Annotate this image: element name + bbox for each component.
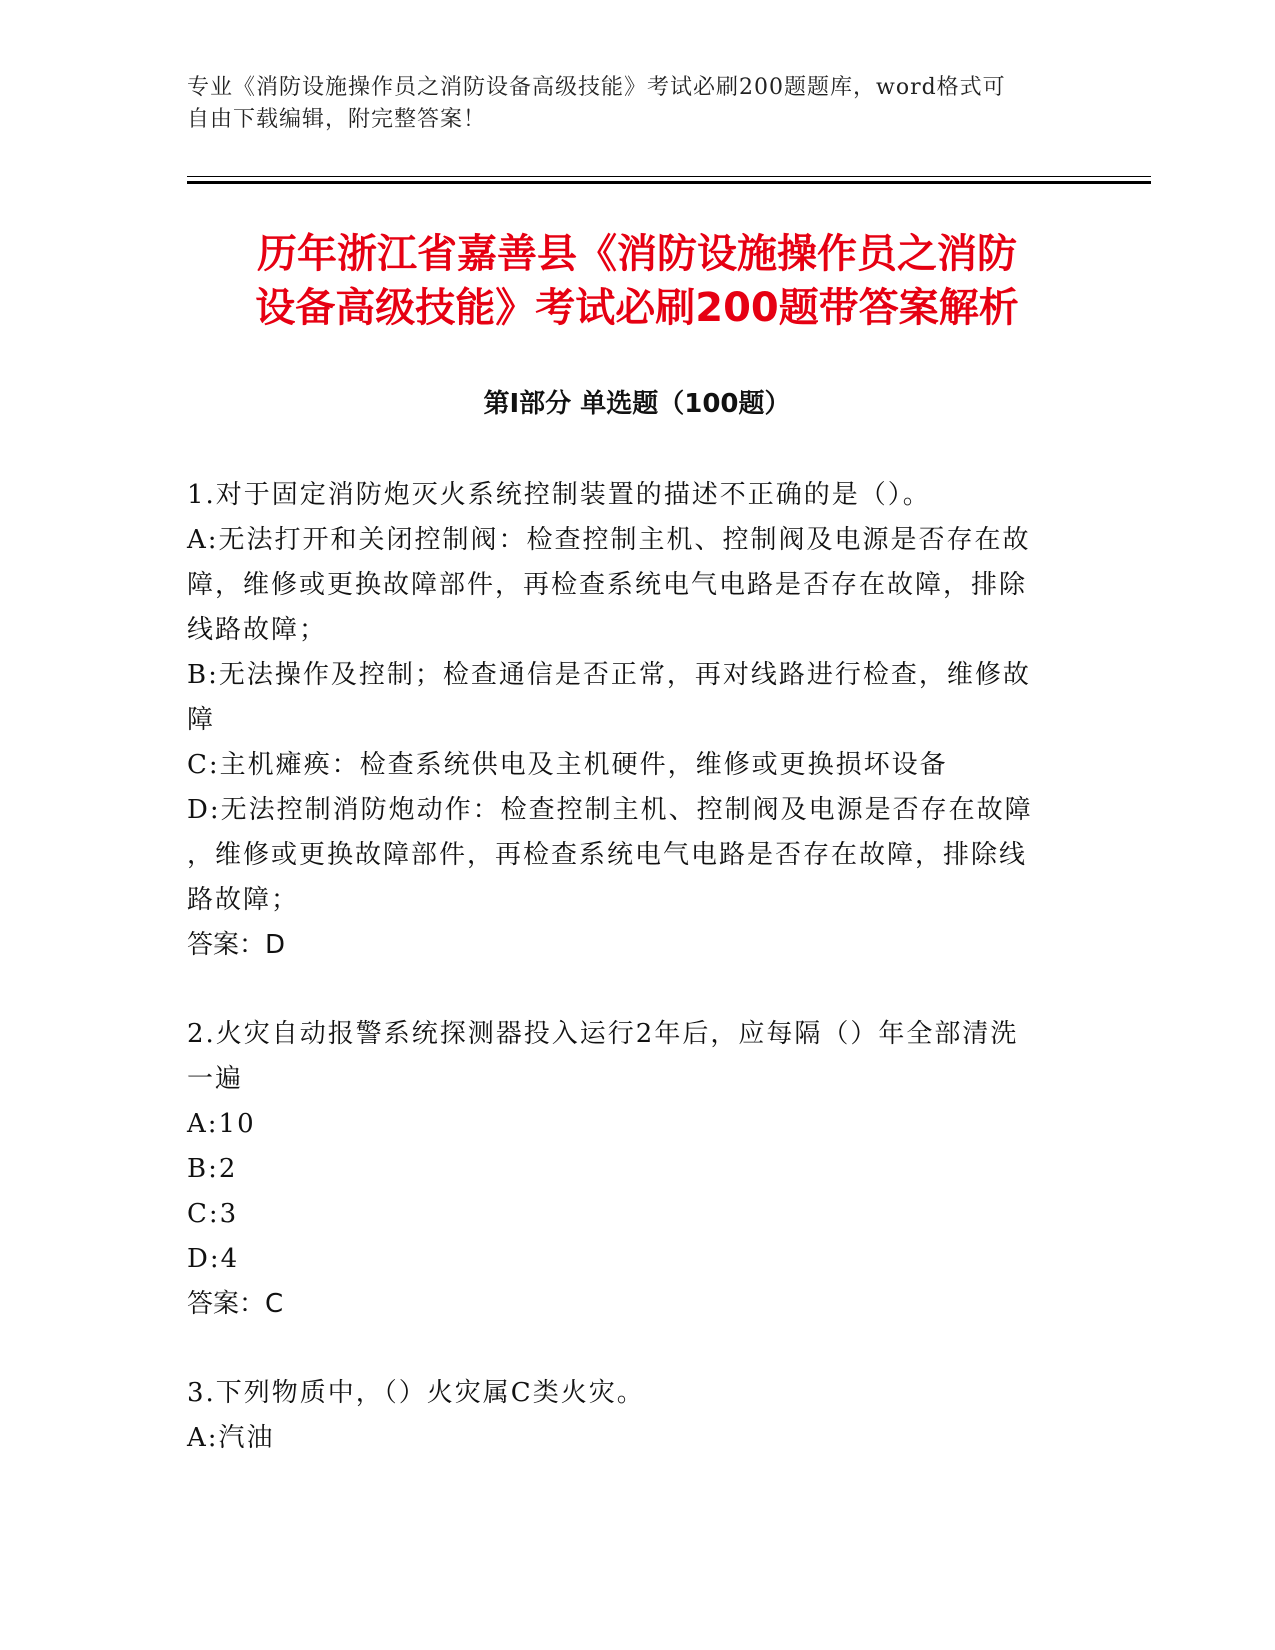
question-item bbox=[187, 473, 1067, 968]
option-a: A:无法打开和关闭控制阀：检查控制主机、控制阀及电源是否存在故 bbox=[187, 525, 1031, 555]
question-stem: 1.对于固定消防炮灭火系统控制装置的描述不正确的是（）。 bbox=[187, 480, 931, 510]
header-rule-thick bbox=[187, 181, 1151, 184]
option-d: D:4 bbox=[187, 1244, 240, 1274]
question-list bbox=[187, 473, 1067, 1505]
option-c: C:主机瘫痪：检查系统供电及主机硬件，维修或更换损坏设备 bbox=[187, 750, 948, 780]
option-a-continued: 障，维修或更换故障部件，再检查系统电气电路是否存在故障，排除 bbox=[187, 570, 1028, 600]
option-c: C:3 bbox=[187, 1199, 239, 1229]
document-title-line: 设备高级技能》考试必刷200题带答案解析 bbox=[255, 285, 1019, 331]
question-item bbox=[187, 1371, 1067, 1461]
option-b-continued: 障 bbox=[187, 705, 216, 735]
option-a: A:10 bbox=[187, 1109, 256, 1139]
option-a-continued: 线路故障； bbox=[187, 615, 328, 645]
question-stem: 3.下列物质中，（）火灾属C类火灾。 bbox=[187, 1378, 645, 1408]
option-b: B:无法操作及控制；检查通信是否正常，再对线路进行检查，维修故 bbox=[187, 660, 1031, 690]
option-b: B:2 bbox=[187, 1154, 238, 1184]
option-a: A:汽油 bbox=[187, 1423, 275, 1453]
question-stem: 2.火灾自动报警系统探测器投入运行2年后，应每隔（）年全部清洗 bbox=[187, 1019, 1019, 1049]
answer-line: 答案：C bbox=[187, 1289, 284, 1319]
option-d-continued: ，维修或更换故障部件，再检查系统电气电路是否存在故障，排除线 bbox=[187, 840, 1028, 870]
section-title: 第Ⅰ部分 单选题（100题） bbox=[483, 389, 791, 419]
question-item bbox=[187, 1012, 1067, 1327]
answer-line: 答案：D bbox=[187, 930, 286, 960]
header-rule-thin bbox=[187, 176, 1151, 177]
document-title bbox=[187, 227, 1087, 335]
question-stem-continued: 一遍 bbox=[187, 1064, 244, 1094]
option-d: D:无法控制消防炮动作：检查控制主机、控制阀及电源是否存在故障 bbox=[187, 795, 1033, 825]
option-d-continued: 路故障； bbox=[187, 885, 300, 915]
header-note-line: 专业《消防设施操作员之消防设备高级技能》考试必刷200题题库，word格式可 bbox=[187, 75, 1006, 100]
document-title-line: 历年浙江省嘉善县《消防设施操作员之消防 bbox=[257, 231, 1017, 277]
header-note-line: 自由下载编辑，附完整答案！ bbox=[187, 107, 487, 132]
header-note bbox=[187, 72, 1067, 136]
